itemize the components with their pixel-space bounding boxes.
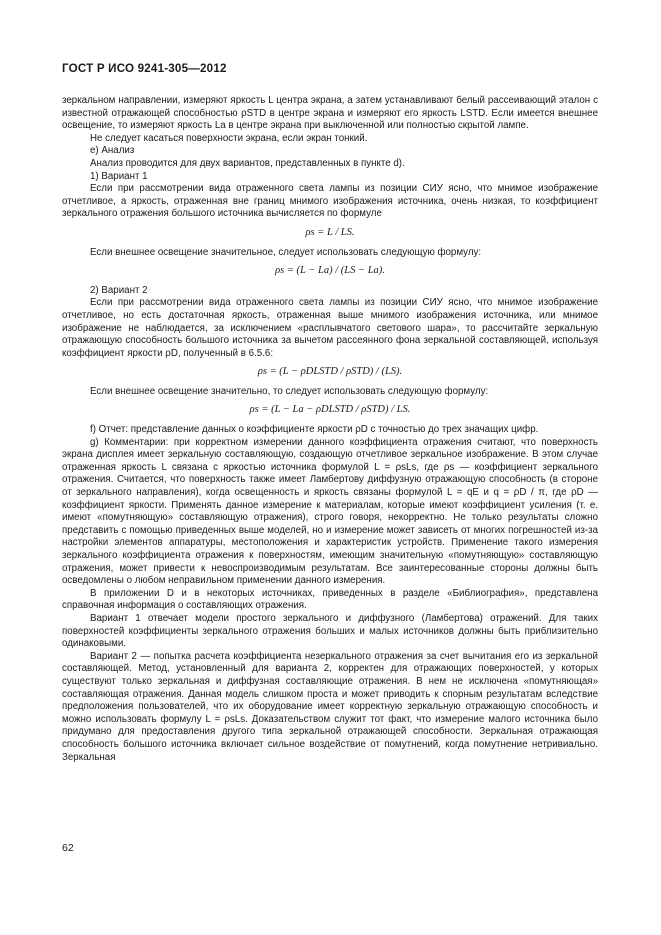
paragraph: Анализ проводится для двух вариантов, представленных в пункте d). — [90, 157, 405, 169]
paragraph: Если при рассмотрении вида отраженного света лампы из позиции СИУ ясно, что мнимое изображение отчетливое, а яркость, отраженная вне границ мнимого изображения источника, очень низкая, то коэффициент зеркального отражения большого источника вычисляется по формуле — [62, 183, 598, 220]
paragraph: f) Отчет: представление данных о коэффициенте яркости ρD с точностью до трех значащих цифр. — [90, 424, 539, 436]
paragraph: Если внешнее освещение значительное, следует использовать следующую формулу: — [90, 246, 482, 258]
formula: ρs = (L − La) / (LS − La). — [275, 265, 385, 277]
paragraph: g) Комментарии: при корректном измерении данного коэффициента отражения считают, что поверхность экрана дисплея имеет зеркальную составляющую, создающую отчетливое зеркальное изображение. В этом случае отраженная яркость L связана с яркостью источника формулой L = ρsLs, где ρs — коэффициент зеркального отражения. Считается, что поверхность также имеет Ламбертову диффузную отражающую способность (в стороне от зеркального направления), когда освещенность и яркость связаны формулой L = qE и q = ρD / π, где ρD — коэффициент яркости. Применять данное измерение к материалам, которые имеют коэффициент усиления (т. е. имеют «помутняющую» составляющую отражения), строго говоря, некорректно. Не только результаты сложно представить с помощью приведенных выше моделей, но и измерение может зависеть от многих погрешностей из-за настройки элементов аппаратуры, местоположения и характеристик устройств. Применение такого измерения зеркального коэффициента отражения к поверхностям, имеющим значительную «помутняющую» составляющую отражения, может привести к невоспроизводимым результатам. Все заинтересованные стороны должны быть осведомлены о любом неправильном применении данного измерения. — [62, 436, 598, 587]
formula: ρs = (L − La − ρDLSTD / ρSTD) / LS. — [249, 404, 411, 416]
paragraph: Вариант 2 — попытка расчета коэффициента незеркального отражения за счет вычитания его из зеркальной составляющей. Метод, установленный для варианта 2, корректен для отражающих поверхностей, у которых существуют только зеркальная и диффузная составляющие отражения. В нем не исключена «помутняющая» составляющая отражения. Данная модель слишком проста и может приводить к спорным результатам вследствие предположения пользователей, что их оборудование имеет корректную зеркальную отражающую способность и можно использовать формулу L = ρsLs. Доказательством служит тот факт, что измерение малого источника было придумано для предоставления другого типа зеркальной отражающей способности. Зеркальная отражающая способность большого источника включает сильное воздействие от помутнений, когда помутнение нетривиально. Зеркальная — [62, 650, 598, 763]
paragraph: Если при рассмотрении вида отраженного света лампы из позиции СИУ ясно, что мнимое изображение отчетливое, но есть достаточная яркость, отраженная выше мнимого изображения источника, или мнимое изображение не наблюдается, за исключением «расплывчатого светового шара», то рассчитайте зеркальную отражающую способность большого источника за вычетом рассеянного фона зеркальной составляющей, используя коэффициент яркости ρD, полученный в 6.5.6: — [62, 297, 598, 359]
paragraph: зеркальном направлении, измеряют яркость L центра экрана, а затем устанавливают белый рассеивающий эталон с известной отражающей способностью ρSTD в центре экрана и измеряют его яркость LSTD. Если имеется внешнее освещение, то измеряют яркость La в центре экрана при выключенной или полностью скрытой лампе. — [62, 95, 598, 132]
paragraph: 2) Вариант 2 — [90, 284, 148, 296]
formula: ρs = L / LS. — [305, 226, 355, 238]
paragraph: Если внешнее освещение значительно, то следует использовать следующую формулу: — [90, 385, 489, 397]
page-number: 62 — [62, 842, 74, 854]
paragraph: В приложении D и в некоторых источниках, приведенных в разделе «Библиография», представлена справочная информация о составляющих отражения. — [62, 587, 598, 612]
paragraph: 1) Вариант 1 — [90, 170, 148, 182]
document-body — [62, 95, 598, 764]
paragraph: e) Анализ — [90, 145, 135, 157]
page-header: ГОСТ Р ИСО 9241-305—2012 — [62, 62, 227, 75]
paragraph: Не следует касаться поверхности экрана, если экран тонкий. — [90, 132, 368, 144]
paragraph: Вариант 1 отвечает модели простого зеркального и диффузного (Ламбертова) отражений. Для таких поверхностей коэффициенты зеркального отражения больших и малых источников должны быть приблизительно одинаковыми. — [62, 612, 598, 650]
formula: ρs = (L − ρDLSTD / ρSTD) / (LS). — [257, 366, 403, 378]
